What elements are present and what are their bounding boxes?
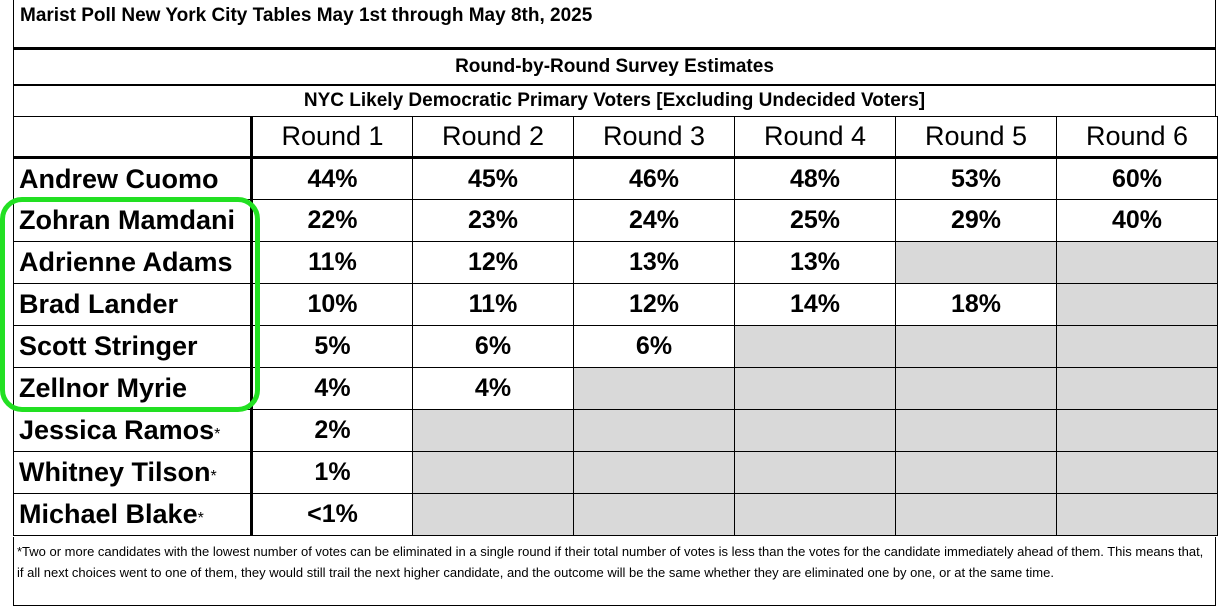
eliminated-cell — [413, 494, 574, 536]
candidate-name: Andrew Cuomo — [19, 163, 219, 194]
eliminated-cell — [1057, 452, 1218, 494]
eliminated-cell — [574, 494, 735, 536]
vote-share-cell: 24% — [574, 200, 735, 242]
eliminated-cell — [735, 452, 896, 494]
eliminated-cell — [1057, 242, 1218, 284]
vote-share-cell: 2% — [252, 410, 413, 452]
eliminated-cell — [1057, 494, 1218, 536]
vote-share-cell: 12% — [574, 284, 735, 326]
round-header: Round 6 — [1057, 117, 1218, 158]
table-row — [14, 368, 1218, 410]
eliminated-cell — [1057, 326, 1218, 368]
eliminated-cell — [1057, 284, 1218, 326]
table-row — [14, 284, 1218, 326]
candidate-name-cell — [14, 410, 252, 452]
candidate-name: Michael Blake — [19, 499, 198, 529]
vote-share-cell: 4% — [252, 368, 413, 410]
eliminated-cell — [1057, 410, 1218, 452]
candidate-name-cell — [14, 494, 252, 536]
table-row — [14, 410, 1218, 452]
candidate-name-cell — [14, 200, 252, 242]
vote-share-cell: <1% — [252, 494, 413, 536]
candidate-name-cell — [14, 452, 252, 494]
eliminated-cell — [574, 368, 735, 410]
vote-share-cell: 11% — [252, 242, 413, 284]
round-header: Round 5 — [896, 117, 1057, 158]
vote-share-cell: 22% — [252, 200, 413, 242]
candidate-name: Adrienne Adams — [19, 247, 233, 277]
vote-share-cell: 6% — [413, 326, 574, 368]
candidate-name-cell — [14, 242, 252, 284]
poll-table-frame — [13, 0, 1218, 606]
vote-share-cell: 12% — [413, 242, 574, 284]
round-header: Round 1 — [252, 117, 413, 158]
vote-share-cell: 53% — [896, 158, 1057, 200]
vote-share-cell: 25% — [735, 200, 896, 242]
vote-share-cell: 11% — [413, 284, 574, 326]
round-header: Round 2 — [413, 117, 574, 158]
candidate-name: Whitney Tilson — [19, 457, 211, 487]
vote-share-cell: 18% — [896, 284, 1057, 326]
eliminated-cell — [735, 326, 896, 368]
candidate-name: Zellnor Myrie — [19, 373, 188, 403]
vote-share-cell: 46% — [574, 158, 735, 200]
header-blank-cell — [14, 117, 252, 158]
population-label: NYC Likely Democratic Primary Voters [Excluding Undecided Voters] — [13, 84, 1216, 117]
eliminated-cell — [1057, 368, 1218, 410]
vote-share-cell: 6% — [574, 326, 735, 368]
vote-share-cell: 13% — [574, 242, 735, 284]
table-row — [14, 326, 1218, 368]
vote-share-cell: 5% — [252, 326, 413, 368]
vote-share-cell: 10% — [252, 284, 413, 326]
footnote: *Two or more candidates with the lowest number of votes can be eliminated in a single round if their total number of votes is less than the votes for the candidate immediately ahead of them. This means that, if all next choices went to one of them, they would still trail the next higher candidate, and the outcome will be the same whether they are eliminated one by one, or at the same time. — [13, 537, 1216, 606]
vote-share-cell: 60% — [1057, 158, 1218, 200]
round-header: Round 3 — [574, 117, 735, 158]
elimination-footnote-marker: * — [197, 510, 204, 527]
eliminated-cell — [735, 410, 896, 452]
header-row — [14, 117, 1218, 158]
candidate-name: Jessica Ramos — [19, 415, 215, 445]
candidate-name: Scott Stringer — [19, 331, 198, 361]
vote-share-cell: 48% — [735, 158, 896, 200]
vote-share-cell: 40% — [1057, 200, 1218, 242]
vote-share-cell: 29% — [896, 200, 1057, 242]
candidate-name: Zohran Mamdani — [19, 205, 236, 235]
eliminated-cell — [896, 410, 1057, 452]
eliminated-cell — [735, 368, 896, 410]
eliminated-cell — [413, 410, 574, 452]
table-row — [14, 158, 1218, 200]
eliminated-cell — [896, 326, 1057, 368]
eliminated-cell — [896, 494, 1057, 536]
vote-share-cell: 44% — [252, 158, 413, 200]
elimination-footnote-marker: * — [210, 468, 217, 485]
table-row — [14, 494, 1218, 536]
candidate-name-cell — [14, 158, 252, 200]
table-row — [14, 452, 1218, 494]
vote-share-cell: 1% — [252, 452, 413, 494]
eliminated-cell — [896, 368, 1057, 410]
results-table — [13, 116, 1218, 536]
round-header: Round 4 — [735, 117, 896, 158]
title-row — [13, 0, 1216, 48]
candidate-name: Brad Lander — [19, 289, 179, 319]
eliminated-cell — [896, 452, 1057, 494]
vote-share-cell: 13% — [735, 242, 896, 284]
candidate-name-cell — [14, 284, 252, 326]
elimination-footnote-marker: * — [214, 426, 221, 443]
vote-share-cell: 45% — [413, 158, 574, 200]
eliminated-cell — [574, 452, 735, 494]
eliminated-cell — [735, 494, 896, 536]
vote-share-cell: 23% — [413, 200, 574, 242]
eliminated-cell — [896, 242, 1057, 284]
candidate-name-cell — [14, 326, 252, 368]
vote-share-cell: 4% — [413, 368, 574, 410]
table-row — [14, 200, 1218, 242]
table-title: Marist Poll New York City Tables May 1st through May 8th, 2025 — [20, 5, 593, 26]
table-subtitle: Round-by-Round Survey Estimates — [13, 48, 1216, 84]
eliminated-cell — [574, 410, 735, 452]
eliminated-cell — [413, 452, 574, 494]
table-row — [14, 242, 1218, 284]
candidate-name-cell — [14, 368, 252, 410]
vote-share-cell: 14% — [735, 284, 896, 326]
